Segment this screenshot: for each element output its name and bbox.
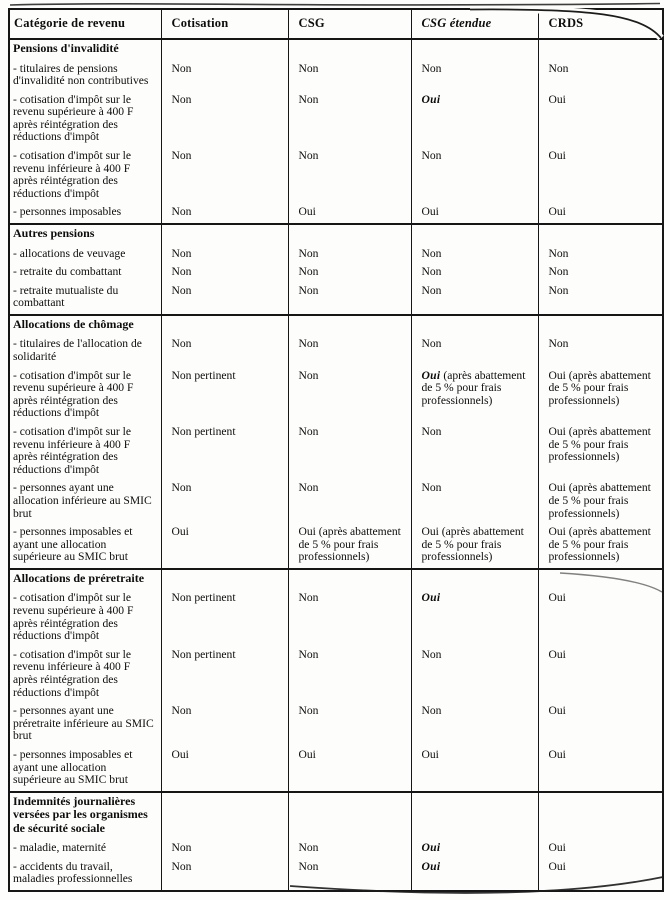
value-cell: Non: [288, 336, 411, 367]
section-title: Autres pensions: [9, 224, 161, 246]
value-cell: Non: [288, 92, 411, 148]
table-row: [9, 148, 663, 204]
table-row: [9, 283, 663, 315]
value-cell: Non: [288, 368, 411, 424]
row-label-cell: - personnes imposables et ayant une allocation supérieure au SMIC brut: [13, 525, 133, 564]
value-cell: Non: [411, 283, 538, 315]
value-cell: Non: [161, 703, 288, 747]
value-cell: Oui: [411, 747, 538, 792]
empty-cell: [288, 39, 411, 61]
empty-cell: [161, 792, 288, 841]
empty-cell: [161, 224, 288, 246]
value-cell: Oui: [538, 92, 663, 148]
value-cell: Non: [538, 264, 663, 283]
value-cell: Non: [161, 283, 288, 315]
section-header-row: [9, 224, 663, 246]
value-cell: Non: [411, 647, 538, 703]
column-header-1: Cotisation: [161, 9, 288, 39]
table-row: [9, 859, 663, 891]
value-cell: [411, 590, 538, 646]
value-cell: Oui (après abattement de 5 % pour frais professionnels): [538, 368, 663, 424]
empty-cell: [288, 792, 411, 841]
value-cell: Oui: [411, 204, 538, 224]
value-cell: Non: [538, 61, 663, 92]
value-cell: Non: [288, 859, 411, 891]
emphasized-value: Oui: [421, 591, 441, 605]
row-label-cell: - cotisation d'impôt sur le revenu inférieure à 400 F après réintégration des réductions d'impôt: [13, 424, 132, 476]
value-cell: Oui: [538, 840, 663, 859]
emphasized-value: Oui: [421, 92, 441, 106]
value-cell: Oui: [538, 204, 663, 224]
value-cell: Non: [411, 703, 538, 747]
value-cell: Non: [161, 246, 288, 265]
empty-cell: [411, 39, 538, 61]
value-cell: Non: [411, 246, 538, 265]
value-cell: Non pertinent: [161, 647, 288, 703]
empty-cell: [411, 569, 538, 591]
value-cell: Non: [288, 148, 411, 204]
row-label-cell: - retraite du combattant: [13, 265, 122, 279]
row-label-cell: - titulaires de l'allocation de solidarité: [13, 337, 142, 363]
section-title: Pensions d'invalidité: [9, 39, 161, 61]
table-row: [9, 524, 663, 569]
value-cell: Oui: [538, 590, 663, 646]
value-cell: Oui (après abattement de 5 % pour frais professionnels): [538, 480, 663, 524]
scan-artifact-top-wave: [10, 4, 660, 6]
value-cell: Oui: [538, 647, 663, 703]
value-cell: Oui: [161, 747, 288, 792]
table-row: [9, 92, 663, 148]
empty-cell: [161, 569, 288, 591]
value-cell: Oui: [288, 204, 411, 224]
value-cell: Non: [411, 61, 538, 92]
empty-cell: [288, 224, 411, 246]
section-header-row: [9, 792, 663, 841]
value-cell: Non: [411, 264, 538, 283]
value-cell: Non: [161, 264, 288, 283]
row-label-cell: - allocations de veuvage: [13, 246, 126, 260]
value-cell: Oui (après abattement de 5 % pour frais professionnels): [538, 424, 663, 480]
emphasized-value: Oui: [421, 368, 441, 382]
row-label-cell: - maladie, maternité: [13, 841, 107, 855]
row-label-cell: - personnes ayant une préretraite inférieure au SMIC brut: [13, 704, 154, 743]
column-header-2: CSG: [288, 9, 411, 39]
value-cell: Non: [288, 703, 411, 747]
empty-cell: [538, 39, 663, 61]
value-cell: Non: [288, 246, 411, 265]
section-header-row: [9, 315, 663, 337]
value-cell: [411, 859, 538, 891]
table-row: [9, 647, 663, 703]
value-cell: Non: [161, 204, 288, 224]
value-cell: Non: [161, 148, 288, 204]
value-cell: [411, 840, 538, 859]
row-label-cell: - cotisation d'impôt sur le revenu inférieure à 400 F après réintégration des réductions d'impôt: [13, 647, 132, 699]
empty-cell: [161, 39, 288, 61]
value-cell: Non: [161, 92, 288, 148]
value-cell: Non: [288, 840, 411, 859]
table-row: [9, 264, 663, 283]
table-row: [9, 424, 663, 480]
row-label-cell: - titulaires de pensions d'invalidité non contributives: [13, 61, 149, 88]
table-body: [9, 39, 663, 891]
value-cell: Non: [411, 480, 538, 524]
emphasized-value: Oui: [421, 841, 441, 855]
empty-cell: [538, 224, 663, 246]
value-cell: Oui (après abattement de 5 % pour frais professionnels): [411, 524, 538, 569]
empty-cell: [288, 569, 411, 591]
value-cell: Non: [288, 61, 411, 92]
emphasized-value: Oui: [421, 859, 441, 873]
row-label-cell: - cotisation d'impôt sur le revenu supérieure à 400 F après réintégration des réductions d'impôt: [13, 368, 134, 420]
value-cell: Non: [161, 840, 288, 859]
empty-cell: [411, 224, 538, 246]
table-row: [9, 368, 663, 424]
table-row: [9, 61, 663, 92]
column-header-3: CSG étendue: [411, 9, 538, 39]
row-label-cell: - personnes ayant une allocation inférieure au SMIC brut: [13, 481, 152, 520]
column-header-0: Catégorie de revenu: [9, 9, 161, 39]
section-title: Allocations de préretraite: [9, 569, 161, 591]
empty-cell: [538, 792, 663, 841]
value-cell: Non: [411, 336, 538, 367]
row-label-cell: - accidents du travail, maladies professionnelles: [13, 859, 133, 886]
value-cell: Oui: [538, 703, 663, 747]
row-label-cell: - cotisation d'impôt sur le revenu supérieure à 400 F après réintégration des réductions d'impôt: [13, 92, 134, 144]
value-cell: Oui: [538, 859, 663, 891]
value-cell: [411, 92, 538, 148]
value-cell: Oui: [538, 148, 663, 204]
value-cell: Non: [288, 264, 411, 283]
value-cell: Non: [161, 859, 288, 891]
value-cell: Non: [288, 647, 411, 703]
row-label-cell: - personnes imposables: [13, 205, 122, 219]
revenue-tax-table: [8, 8, 664, 892]
value-cell: Oui (après abattement de 5 % pour frais professionnels): [411, 368, 538, 424]
table-row: [9, 246, 663, 265]
row-label-cell: - personnes imposables et ayant une allocation supérieure au SMIC brut: [13, 747, 133, 787]
empty-cell: [411, 315, 538, 337]
value-cell: Non: [538, 336, 663, 367]
column-header-4: CRDS: [538, 9, 663, 39]
value-cell: Non pertinent: [161, 368, 288, 424]
row-label-cell: - retraite mutualiste du combattant: [13, 283, 119, 310]
section-header-row: [9, 569, 663, 591]
row-label-cell: - cotisation d'impôt sur le revenu supérieure à 400 F après réintégration des réductions d'impôt: [13, 591, 134, 643]
value-cell: Non: [411, 148, 538, 204]
value-cell: Non: [288, 480, 411, 524]
value-cell: Non: [161, 61, 288, 92]
table-row: [9, 204, 663, 224]
value-cell: Non: [161, 336, 288, 367]
section-header-row: [9, 39, 663, 61]
empty-cell: [538, 315, 663, 337]
value-cell: Oui: [161, 524, 288, 569]
empty-cell: [288, 315, 411, 337]
value-cell: Non: [288, 590, 411, 646]
value-cell: Non pertinent: [161, 424, 288, 480]
empty-cell: [161, 315, 288, 337]
value-cell: Non: [288, 424, 411, 480]
value-cell: Non pertinent: [161, 590, 288, 646]
table-row: [9, 747, 663, 792]
value-cell: Non: [161, 480, 288, 524]
value-cell: Oui: [538, 747, 663, 792]
value-cell: Non: [411, 424, 538, 480]
value-cell: Oui (après abattement de 5 % pour frais professionnels): [288, 524, 411, 569]
table-row: [9, 703, 663, 747]
value-cell: Non: [538, 283, 663, 315]
section-title: Allocations de chômage: [9, 315, 161, 337]
value-cell: Non: [288, 283, 411, 315]
value-cell: Oui (après abattement de 5 % pour frais professionnels): [538, 524, 663, 569]
value-cell: Oui: [288, 747, 411, 792]
empty-cell: [411, 792, 538, 841]
table-row: [9, 480, 663, 524]
value-cell: Non: [538, 246, 663, 265]
table-row: [9, 590, 663, 646]
row-label-cell: - cotisation d'impôt sur le revenu inférieure à 400 F après réintégration des réductions d'impôt: [13, 149, 132, 200]
table-row: [9, 840, 663, 859]
table-row: [9, 336, 663, 367]
header-row: [9, 9, 663, 39]
section-title: Indemnités journalières versées par les organismes de sécurité sociale: [9, 792, 161, 841]
empty-cell: [538, 569, 663, 591]
